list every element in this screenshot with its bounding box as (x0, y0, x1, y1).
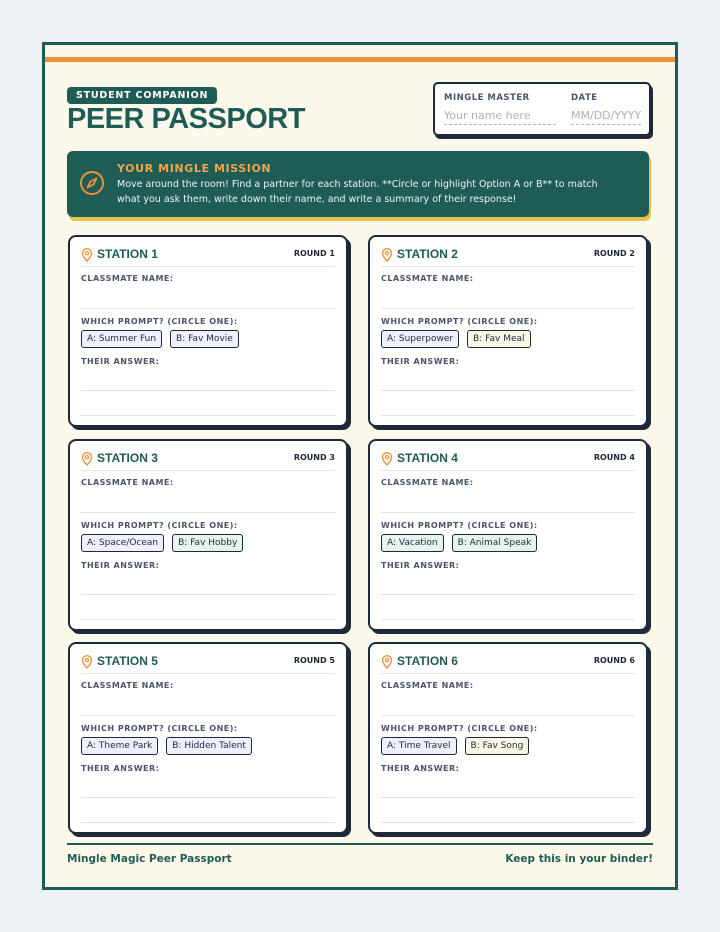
answer-line-1[interactable] (381, 390, 635, 391)
page-title: PEER PASSPORT (67, 103, 305, 135)
round-label: ROUND 2 (593, 249, 635, 258)
location-pin-icon (81, 248, 93, 262)
classmate-name-label: CLASSMATE NAME: (81, 274, 174, 283)
answer-line-1[interactable] (381, 594, 635, 595)
location-pin-icon (81, 655, 93, 669)
station-header (381, 450, 635, 471)
option-a-chip[interactable]: A: Time Travel (381, 737, 457, 755)
their-answer-label: THEIR ANSWER: (81, 561, 160, 570)
their-answer-label: THEIR ANSWER: (381, 357, 460, 366)
date-field[interactable]: MM/DD/YYYY (571, 109, 641, 125)
answer-line-2[interactable] (381, 415, 635, 416)
date-group (571, 93, 641, 125)
answer-line-2[interactable] (381, 619, 635, 620)
their-answer-label: THEIR ANSWER: (81, 764, 160, 773)
option-b-chip[interactable]: B: Hidden Talent (166, 737, 252, 755)
answer-line-2[interactable] (81, 822, 335, 823)
answer-line-1[interactable] (81, 390, 335, 391)
location-pin-icon (381, 452, 393, 466)
option-a-chip[interactable]: A: Space/Ocean (81, 534, 164, 552)
classmate-name-line[interactable] (381, 512, 635, 513)
answer-line-2[interactable] (81, 415, 335, 416)
footer-note: Keep this in your binder! (505, 853, 653, 865)
classmate-name-label: CLASSMATE NAME: (81, 478, 174, 487)
mission-title: YOUR MINGLE MISSION (117, 162, 272, 175)
student-companion-badge: STUDENT COMPANION (67, 87, 217, 104)
classmate-name-label: CLASSMATE NAME: (81, 681, 174, 690)
footer-divider (67, 843, 653, 845)
station-header (81, 246, 335, 267)
option-a-chip[interactable]: A: Summer Fun (81, 330, 162, 348)
classmate-name-label: CLASSMATE NAME: (381, 274, 474, 283)
round-label: ROUND 1 (293, 249, 335, 258)
station-header (381, 246, 635, 267)
mission-panel (67, 151, 649, 217)
prompt-label: WHICH PROMPT? (CIRCLE ONE): (381, 724, 538, 733)
station-header (81, 653, 335, 674)
master-name-group (444, 93, 556, 125)
option-b-chip[interactable]: B: Fav Hobby (172, 534, 243, 552)
prompt-options (381, 737, 529, 755)
classmate-name-line[interactable] (81, 308, 335, 309)
location-pin-icon (81, 452, 93, 466)
option-b-chip[interactable]: B: Fav Meal (467, 330, 530, 348)
classmate-name-label: CLASSMATE NAME: (381, 681, 474, 690)
answer-line-1[interactable] (81, 594, 335, 595)
mission-text: Move around the room! Find a partner for each station. **Circle or highlight Option A or B** to match what you ask them, write down their name, and write a summary of their response! (117, 179, 598, 205)
classmate-name-line[interactable] (81, 715, 335, 716)
classmate-name-line[interactable] (381, 715, 635, 716)
their-answer-label: THEIR ANSWER: (81, 357, 160, 366)
station-title: STATION 3 (97, 451, 158, 465)
classmate-name-line[interactable] (381, 308, 635, 309)
option-a-chip[interactable]: A: Vacation (381, 534, 444, 552)
station-header (381, 653, 635, 674)
passport-page (42, 42, 678, 890)
location-pin-icon (381, 655, 393, 669)
classmate-name-line[interactable] (81, 512, 335, 513)
prompt-options (81, 330, 239, 348)
round-label: ROUND 6 (593, 656, 635, 665)
answer-line-1[interactable] (81, 797, 335, 798)
answer-line-2[interactable] (81, 619, 335, 620)
prompt-options (381, 534, 537, 552)
their-answer-label: THEIR ANSWER: (381, 764, 460, 773)
prompt-label: WHICH PROMPT? (CIRCLE ONE): (381, 317, 538, 326)
classmate-name-label: CLASSMATE NAME: (381, 478, 474, 487)
station-title: STATION 5 (97, 654, 158, 668)
station-title: STATION 2 (397, 247, 458, 261)
station-title: STATION 6 (397, 654, 458, 668)
prompt-options (381, 330, 531, 348)
station-header (81, 450, 335, 471)
their-answer-label: THEIR ANSWER: (381, 561, 460, 570)
round-label: ROUND 4 (593, 453, 635, 462)
master-name-field[interactable]: Your name here (444, 109, 556, 125)
top-accent-stripe (45, 57, 675, 62)
option-b-chip[interactable]: B: Fav Song (465, 737, 530, 755)
master-label: MINGLE MASTER (444, 93, 530, 103)
prompt-label: WHICH PROMPT? (CIRCLE ONE): (81, 724, 238, 733)
prompt-label: WHICH PROMPT? (CIRCLE ONE): (81, 521, 238, 530)
station-card-1 (68, 235, 348, 427)
station-title: STATION 1 (97, 247, 158, 261)
station-card-6 (368, 642, 648, 834)
answer-line-2[interactable] (381, 822, 635, 823)
mingle-master-box (433, 82, 651, 136)
date-label: DATE (571, 93, 598, 103)
station-card-3 (68, 439, 348, 631)
station-card-4 (368, 439, 648, 631)
location-pin-icon (381, 248, 393, 262)
option-b-chip[interactable]: B: Fav Movie (170, 330, 239, 348)
prompt-options (81, 534, 243, 552)
station-card-5 (68, 642, 348, 834)
round-label: ROUND 5 (293, 656, 335, 665)
footer-title: Mingle Magic Peer Passport (67, 853, 232, 865)
option-a-chip[interactable]: A: Superpower (381, 330, 459, 348)
station-card-2 (368, 235, 648, 427)
answer-line-1[interactable] (381, 797, 635, 798)
prompt-options (81, 737, 252, 755)
station-title: STATION 4 (397, 451, 458, 465)
round-label: ROUND 3 (293, 453, 335, 462)
prompt-label: WHICH PROMPT? (CIRCLE ONE): (81, 317, 238, 326)
option-a-chip[interactable]: A: Theme Park (81, 737, 158, 755)
option-b-chip[interactable]: B: Animal Speak (452, 534, 538, 552)
prompt-label: WHICH PROMPT? (CIRCLE ONE): (381, 521, 538, 530)
compass-icon (79, 170, 105, 196)
